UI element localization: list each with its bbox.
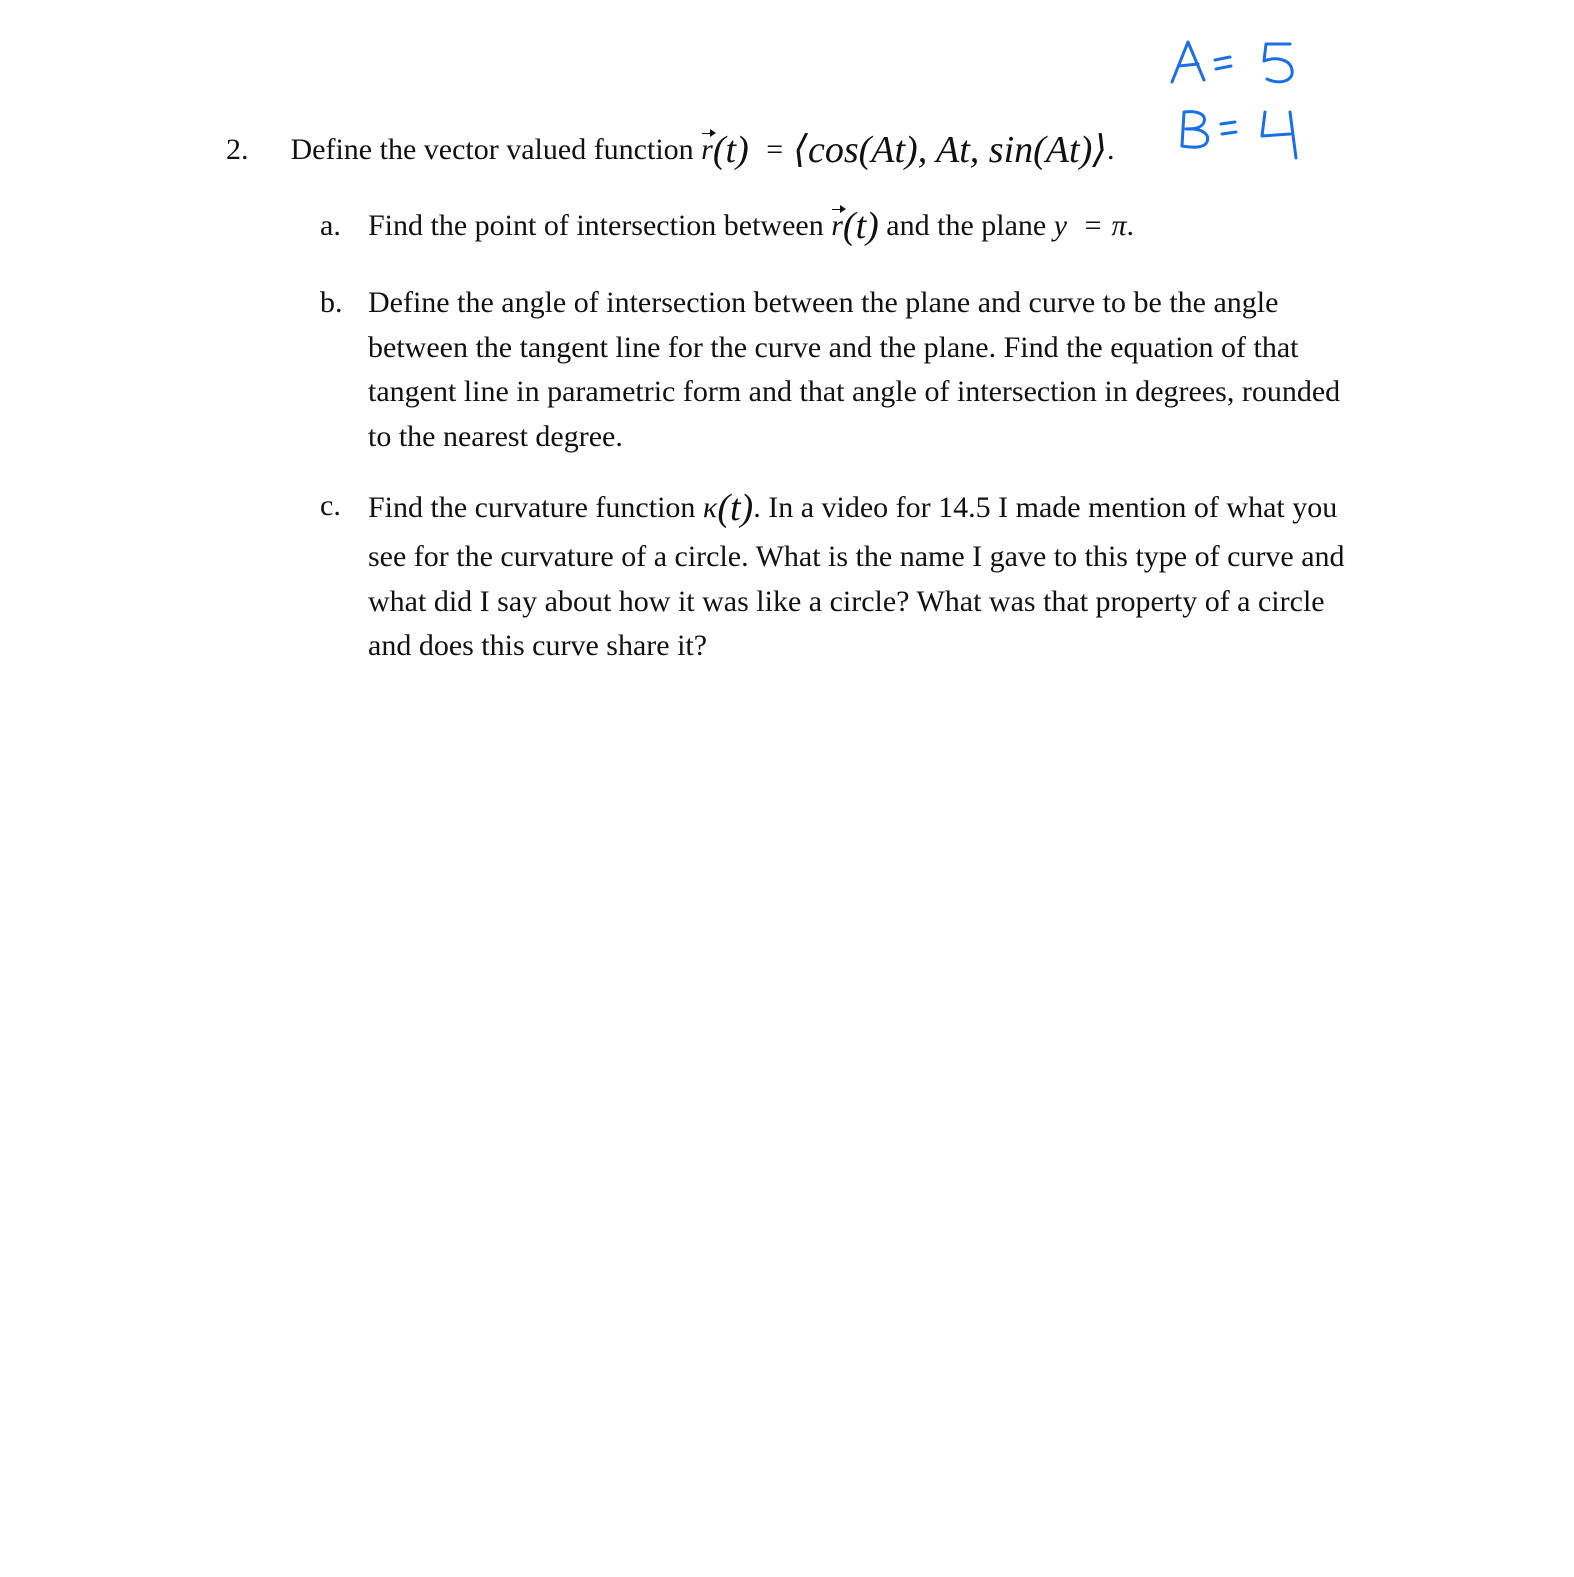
kappa-symbol: κ (702, 491, 718, 524)
plane-value: π (1111, 209, 1127, 242)
part-c-line: and does this curve share it? (368, 629, 708, 662)
hw-letter-A (1172, 42, 1204, 82)
period: . (1126, 209, 1135, 242)
part-a (320, 204, 1400, 249)
kappa-argument: (t) (717, 487, 754, 529)
part-a-text (368, 204, 1400, 249)
period: . (1107, 133, 1115, 166)
part-a-text2: and the plane (886, 209, 1047, 242)
vector-r: r (701, 128, 713, 172)
part-a-text1: Find the point of intersection between (368, 209, 824, 242)
part-b-line: to the nearest degree. (368, 419, 623, 453)
part-b-line: between the tangent line for the curve and the plane. Find the equation of that (368, 330, 1299, 364)
problem-intro: Define the vector valued function (290, 133, 694, 166)
part-c-label: c. (320, 489, 341, 522)
part-a-label: a. (320, 209, 341, 242)
part-c-line: see for the curvature of a circle. What is the name I gave to this type of curve and (368, 540, 1345, 573)
function-argument: (t) (842, 205, 879, 247)
equals-sign: = (766, 133, 784, 166)
hw-digit-5 (1264, 44, 1292, 82)
function-definition: ⟨cos(At), At, sin(At)⟩ (793, 129, 1108, 171)
hw-equals-1-bottom (1216, 66, 1231, 69)
part-c-line1-after: . In a video for 14.5 I made mention of what you (753, 491, 1338, 524)
part-c-line1-before: Find the curvature function (368, 491, 696, 524)
part-c-text (368, 484, 1400, 669)
part-b (320, 281, 1400, 459)
hw-equals-2-top (1221, 122, 1235, 124)
part-b-line: tangent line in parametric form and that angle of intersection in degrees, rounded (368, 375, 1341, 408)
part-b-text (368, 281, 1400, 459)
plane-variable: y (1053, 209, 1068, 242)
vector-r: r (831, 204, 843, 249)
function-argument: (t) (712, 129, 749, 171)
hw-letter-A-bar (1179, 64, 1198, 66)
part-c-line (368, 484, 1400, 532)
part-c-line: what did I say about how it was like a circle? What was that property of a circle (368, 584, 1325, 618)
part-b-label: b. (320, 286, 343, 319)
hw-equals-1-top (1215, 57, 1230, 60)
problem-2 (226, 128, 1406, 172)
problem-statement (226, 128, 1406, 172)
part-c (320, 484, 1400, 669)
equals-sign: = (1084, 209, 1102, 242)
problem-number: 2. (226, 133, 249, 166)
part-b-line: Define the angle of intersection between the plane and curve to be the angle (368, 286, 1279, 319)
